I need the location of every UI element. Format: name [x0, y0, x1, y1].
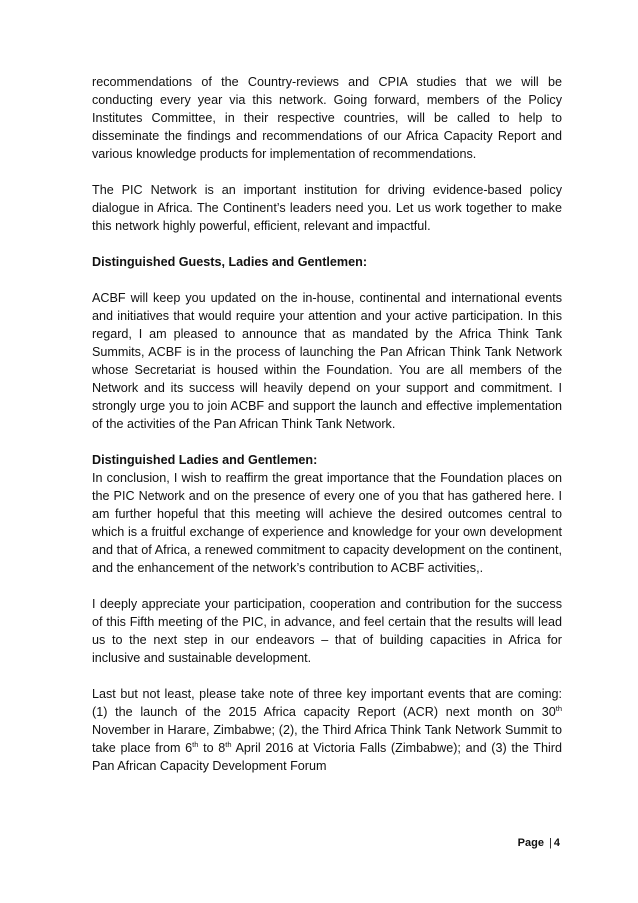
paragraph-conclusion: In conclusion, I wish to reaffirm the great importance that the Foundation places on the PIC Network and on the presence of every one of you that has gathered here. I am further hopeful that this meeting will achieve the desired outcomes central to which is a fruitful exchange of experience and knowledge for your own development and that of Africa, a renewed commitment to capacity development on the continent, and the enhancement of the network’s contribution to ACBF activities,.	[92, 471, 562, 575]
key-events-text-2: November in Harare, Zimbabwe; (2), the Third Africa Think Tank Network Summit to take place from 6	[92, 723, 562, 755]
key-events-text-3: to 8	[198, 741, 226, 755]
page-separator: |	[549, 837, 552, 849]
heading-distinguished-guests: Distinguished Guests, Ladies and Gentlemen:	[92, 255, 368, 269]
ordinal-suffix: th	[192, 739, 199, 749]
ordinal-suffix: th	[555, 703, 562, 713]
page-number: 4	[553, 837, 560, 849]
key-events-text-4: April 2016 at Victoria Falls (Zimbabwe); and (3) the Third Pan African Capacity Development Forum	[92, 741, 562, 773]
paragraph-acbf-updates: ACBF will keep you updated on the in-house, continental and international events and initiatives that would require your attention and your active participation. In this regard, I am pleased to announce that as mandated by the Africa Think Tank Summits, ACBF is in the process of launching the Pan African Think Tank Network whose Secretariat is housed within the Foundation. You are all members of the Network and its success will heavily depend on your support and commitment. I strongly urge you to join ACBF and support the launch and effective implementation of the activities of the Pan African Think Tank Network.	[92, 291, 562, 431]
ordinal-suffix: th	[225, 739, 232, 749]
key-events-text-1: Last but not least, please take note of three key important events that are coming: (1) the launch of the 2015 Africa capacity Report (ACR) next month on 30	[92, 687, 562, 719]
page-label: Page	[517, 837, 544, 849]
paragraph-recommendations: recommendations of the Country-reviews and CPIA studies that we will be conducting every year via this network. Going forward, members of the Policy Institutes Committee, in their respective countries, will be called to help to disseminate the findings and recommendations of our Africa Capacity Report and various knowledge products for implementation of recommendations.	[92, 75, 562, 161]
paragraph-appreciation: I deeply appreciate your participation, cooperation and contribution for the success of this Fifth meeting of the PIC, in advance, and feel certain that the results will lead us to the next step in our endeavors – that of building capacities in Africa for inclusive and sustainable development.	[92, 597, 562, 665]
body-text	[92, 73, 562, 775]
paragraph-pic-network: The PIC Network is an important institution for driving evidence-based policy dialogue in Africa. The Continent’s leaders need you. Let us work together to make this network highly powerful, efficient, relevant and impactful.	[92, 183, 562, 233]
heading-distinguished-ladies: Distinguished Ladies and Gentlemen:	[92, 453, 318, 467]
page-footer	[0, 834, 560, 852]
paragraph-key-events	[92, 685, 562, 775]
